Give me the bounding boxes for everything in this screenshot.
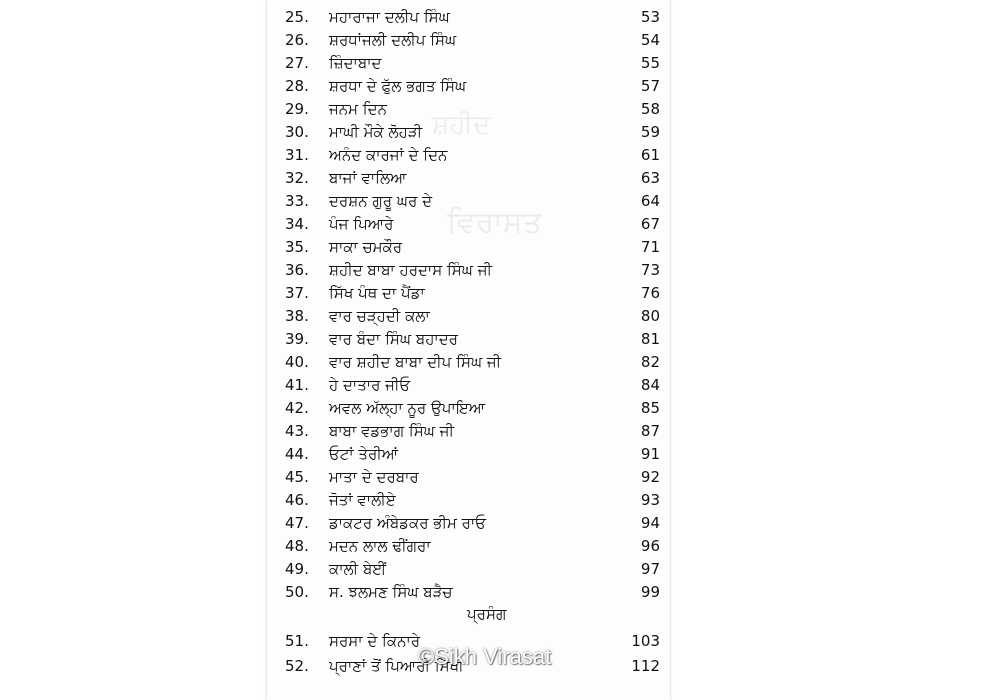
entry-page-number: 81 bbox=[640, 330, 660, 348]
entry-number: 39. bbox=[285, 330, 309, 348]
entry-title: ਸ਼ਹੀਦ ਬਾਬਾ ਹਰਦਾਸ ਸਿੰਘ ਜੀ bbox=[329, 261, 493, 279]
entry-page-number: 112 bbox=[631, 657, 660, 675]
entry-title: ਮਾਤਾ ਦੇ ਦਰਬਾਰ bbox=[329, 468, 419, 486]
toc-entry[interactable] bbox=[267, 443, 670, 465]
entry-number: 47. bbox=[285, 514, 309, 532]
entry-page-number: 54 bbox=[640, 31, 660, 49]
entry-page-number: 93 bbox=[640, 491, 660, 509]
toc-entry[interactable] bbox=[267, 236, 670, 258]
entry-title: ਸਿੱਖ ਪੰਥ ਦਾ ਪੈਂਡਾ bbox=[329, 284, 425, 302]
entry-page-number: 63 bbox=[640, 169, 660, 187]
toc-entry[interactable] bbox=[267, 282, 670, 304]
entry-page-number: 91 bbox=[640, 445, 660, 463]
toc-entry[interactable] bbox=[267, 305, 670, 327]
entry-number: 42. bbox=[285, 399, 309, 417]
toc-entry[interactable] bbox=[267, 190, 670, 212]
toc-entry[interactable] bbox=[267, 535, 670, 557]
entry-title: ਜ਼ਿੰਦਾਬਾਦ bbox=[329, 54, 382, 72]
entry-page-number: 67 bbox=[640, 215, 660, 233]
entry-number: 44. bbox=[285, 445, 309, 463]
show-through-text: ਸ਼ਹੀਦ bbox=[432, 110, 491, 140]
section-heading: ਪ੍ਰਸੰਗ bbox=[467, 605, 507, 623]
entry-title: ਸਾਕਾ ਚਮਕੌਰ bbox=[329, 238, 403, 256]
entry-number: 30. bbox=[285, 123, 309, 141]
entry-title: ਮਹਾਰਾਜਾ ਦਲੀਪ ਸਿੰਘ bbox=[329, 8, 450, 26]
toc-entry[interactable] bbox=[267, 420, 670, 442]
entry-number: 33. bbox=[285, 192, 309, 210]
entry-title: ਸ. ਝਲਮਣ ਸਿੰਘ ਬੜੈਚ bbox=[329, 583, 453, 601]
entry-page-number: 82 bbox=[640, 353, 660, 371]
entry-title: ਜੋਤਾਂ ਵਾਲੀਏ bbox=[329, 491, 396, 509]
toc-entry[interactable] bbox=[267, 374, 670, 396]
entry-number: 50. bbox=[285, 583, 309, 601]
toc-entry[interactable] bbox=[267, 259, 670, 281]
toc-entry[interactable] bbox=[267, 29, 670, 51]
entry-page-number: 59 bbox=[640, 123, 660, 141]
entry-number: 36. bbox=[285, 261, 309, 279]
entry-number: 25. bbox=[285, 8, 309, 26]
entry-title: ਕਾਲੀ ਬੇਈਂ bbox=[329, 560, 387, 578]
toc-entry[interactable] bbox=[267, 466, 670, 488]
entry-title: ਮਾਘੀ ਮੌਕੇ ਲੋਹੜੀ bbox=[329, 123, 423, 141]
toc-entry[interactable] bbox=[267, 558, 670, 580]
entry-number: 34. bbox=[285, 215, 309, 233]
entry-title: ਸਰਸਾ ਦੇ ਕਿਨਾਰੇ bbox=[329, 632, 421, 650]
entry-number: 37. bbox=[285, 284, 309, 302]
entry-page-number: 58 bbox=[640, 100, 660, 118]
entry-title: ਡਾਕਟਰ ਅੰਬੇਡਕਰ ਭੀਮ ਰਾਓ bbox=[329, 514, 486, 532]
toc-entry[interactable] bbox=[267, 328, 670, 350]
entry-title: ਵਾਰ ਬੰਦਾ ਸਿੰਘ ਬਹਾਦਰ bbox=[329, 330, 458, 348]
toc-entry[interactable] bbox=[267, 121, 670, 143]
entry-number: 40. bbox=[285, 353, 309, 371]
entry-page-number: 57 bbox=[640, 77, 660, 95]
entry-title: ਅਨੰਦ ਕਾਰਜਾਂ ਦੇ ਦਿਨ bbox=[329, 146, 448, 164]
toc-entry[interactable] bbox=[267, 397, 670, 419]
entry-page-number: 94 bbox=[640, 514, 660, 532]
entry-title: ਓਟਾਂ ਤੇਰੀਆਂ bbox=[329, 445, 399, 463]
toc-entry[interactable] bbox=[267, 213, 670, 235]
entry-number: 41. bbox=[285, 376, 309, 394]
entry-page-number: 55 bbox=[640, 54, 660, 72]
copyright-watermark: ©Sikh Virasat bbox=[418, 644, 552, 669]
entry-title: ਹੇ ਦਾਤਾਰ ਜੀਓ bbox=[329, 376, 411, 394]
entry-page-number: 80 bbox=[640, 307, 660, 325]
entry-title: ਸ਼ਰਧਾਂਜਲੀ ਦਲੀਪ ਸਿੰਘ bbox=[329, 31, 457, 49]
entry-page-number: 96 bbox=[640, 537, 660, 555]
entry-title: ਬਾਜਾਂ ਵਾਲਿਆ bbox=[329, 169, 407, 187]
entry-page-number: 61 bbox=[640, 146, 660, 164]
toc-entry[interactable] bbox=[267, 512, 670, 534]
entry-page-number: 71 bbox=[640, 238, 660, 256]
toc-entry[interactable] bbox=[267, 6, 670, 28]
toc-entry[interactable] bbox=[267, 144, 670, 166]
entry-title: ਬਾਬਾ ਵਡਭਾਗ ਸਿੰਘ ਜੀ bbox=[329, 422, 454, 440]
entry-title: ਅਵਲ ਅੱਲ੍ਹਾ ਨੂਰ ਉਪਾਇਆ bbox=[329, 399, 486, 417]
entry-number: 28. bbox=[285, 77, 309, 95]
entry-page-number: 103 bbox=[631, 632, 660, 650]
entry-title: ਪੰਜ ਪਿਆਰੇ bbox=[329, 215, 394, 233]
entry-number: 35. bbox=[285, 238, 309, 256]
toc-entry[interactable] bbox=[267, 75, 670, 97]
entry-title: ਵਾਰ ਚੜ੍ਹਦੀ ਕਲਾ bbox=[329, 307, 430, 325]
entry-title: ਸ਼ਰਧਾ ਦੇ ਫੁੱਲ ਭਗਤ ਸਿੰਘ bbox=[329, 77, 467, 95]
toc-entry[interactable] bbox=[267, 489, 670, 511]
toc-entry[interactable] bbox=[267, 98, 670, 120]
toc-entry[interactable] bbox=[267, 351, 670, 373]
entry-title: ਦਰਸ਼ਨ ਗੁਰੂ ਘਰ ਦੇ bbox=[329, 192, 433, 210]
entry-page-number: 76 bbox=[640, 284, 660, 302]
entry-number: 43. bbox=[285, 422, 309, 440]
entry-number: 49. bbox=[285, 560, 309, 578]
entry-page-number: 97 bbox=[640, 560, 660, 578]
entry-number: 38. bbox=[285, 307, 309, 325]
toc-entry[interactable] bbox=[267, 52, 670, 74]
book-page bbox=[267, 0, 670, 700]
entry-number: 32. bbox=[285, 169, 309, 187]
entry-page-number: 87 bbox=[640, 422, 660, 440]
entry-page-number: 53 bbox=[640, 8, 660, 26]
entry-number: 48. bbox=[285, 537, 309, 555]
entry-title: ਮਦਨ ਲਾਲ ਢੀਂਗਰਾ bbox=[329, 537, 431, 555]
entry-page-number: 85 bbox=[640, 399, 660, 417]
toc-entry[interactable] bbox=[267, 167, 670, 189]
entry-page-number: 84 bbox=[640, 376, 660, 394]
entry-number: 26. bbox=[285, 31, 309, 49]
entry-page-number: 64 bbox=[640, 192, 660, 210]
entry-page-number: 99 bbox=[640, 583, 660, 601]
entry-number: 51. bbox=[285, 632, 309, 650]
entry-title: ਵਾਰ ਸ਼ਹੀਦ ਬਾਬਾ ਦੀਪ ਸਿੰਘ ਜੀ bbox=[329, 353, 502, 371]
table-of-contents bbox=[267, 0, 670, 700]
entry-page-number: 92 bbox=[640, 468, 660, 486]
toc-entry[interactable] bbox=[267, 581, 670, 603]
entry-title: ਜਨਮ ਦਿਨ bbox=[329, 100, 387, 118]
entry-title: ਪ੍ਰਾਣਾਂ ਤੋਂ ਪਿਆਰੀ ਸਿੱਖੀ bbox=[329, 657, 464, 675]
entry-page-number: 73 bbox=[640, 261, 660, 279]
entry-number: 46. bbox=[285, 491, 309, 509]
entry-number: 31. bbox=[285, 146, 309, 164]
show-through-text: ਵਿਰਾਸਤ bbox=[447, 205, 542, 240]
entry-number: 52. bbox=[285, 657, 309, 675]
entry-number: 29. bbox=[285, 100, 309, 118]
entry-number: 45. bbox=[285, 468, 309, 486]
entry-number: 27. bbox=[285, 54, 309, 72]
